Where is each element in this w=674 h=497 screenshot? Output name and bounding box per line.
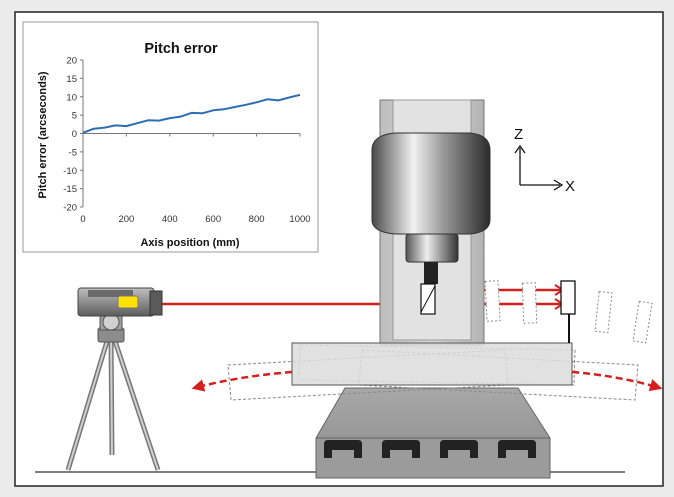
retroreflector <box>561 281 575 314</box>
chart-x-tick-label: 1000 <box>289 214 311 225</box>
z-axis-label: Z <box>514 126 524 143</box>
chart-x-tick-label: 600 <box>205 214 222 225</box>
chart-y-tick-label: 20 <box>66 55 77 67</box>
chart-y-tick-label: 10 <box>66 92 77 104</box>
chart-x-tick-label: 200 <box>118 214 135 225</box>
chart-y-tick-label: -15 <box>63 184 77 196</box>
laser-window <box>118 296 138 308</box>
machine-table <box>292 343 572 385</box>
chart-x-tick-label: 400 <box>161 214 178 225</box>
laser-aperture <box>150 291 162 315</box>
tool-holder <box>424 262 438 284</box>
tripod-leg-center-highlight <box>111 338 112 455</box>
chart-x-tick-label: 800 <box>248 214 265 225</box>
chart-title: Pitch error <box>144 41 218 57</box>
chart-y-tick-label: -20 <box>63 202 77 214</box>
chart-y-axis-label: Pitch error (arcseconds) <box>37 71 49 199</box>
ghost-reflector <box>485 281 500 322</box>
chart-y-tick-label: -10 <box>63 165 77 177</box>
spindle-nose <box>406 234 458 262</box>
chart-x-tick-label: 0 <box>80 214 86 225</box>
chart-y-tick-label: -5 <box>68 147 77 159</box>
ghost-reflector <box>522 283 536 323</box>
x-axis-label: X <box>565 178 576 195</box>
inset-chart <box>23 22 318 252</box>
chart-y-tick-label: 15 <box>66 73 77 85</box>
chart-y-tick-label: 0 <box>71 129 77 140</box>
chart-x-axis-label: Axis position (mm) <box>140 237 240 249</box>
chart-y-tick-label: 5 <box>71 110 77 122</box>
spindle-head <box>372 133 490 234</box>
